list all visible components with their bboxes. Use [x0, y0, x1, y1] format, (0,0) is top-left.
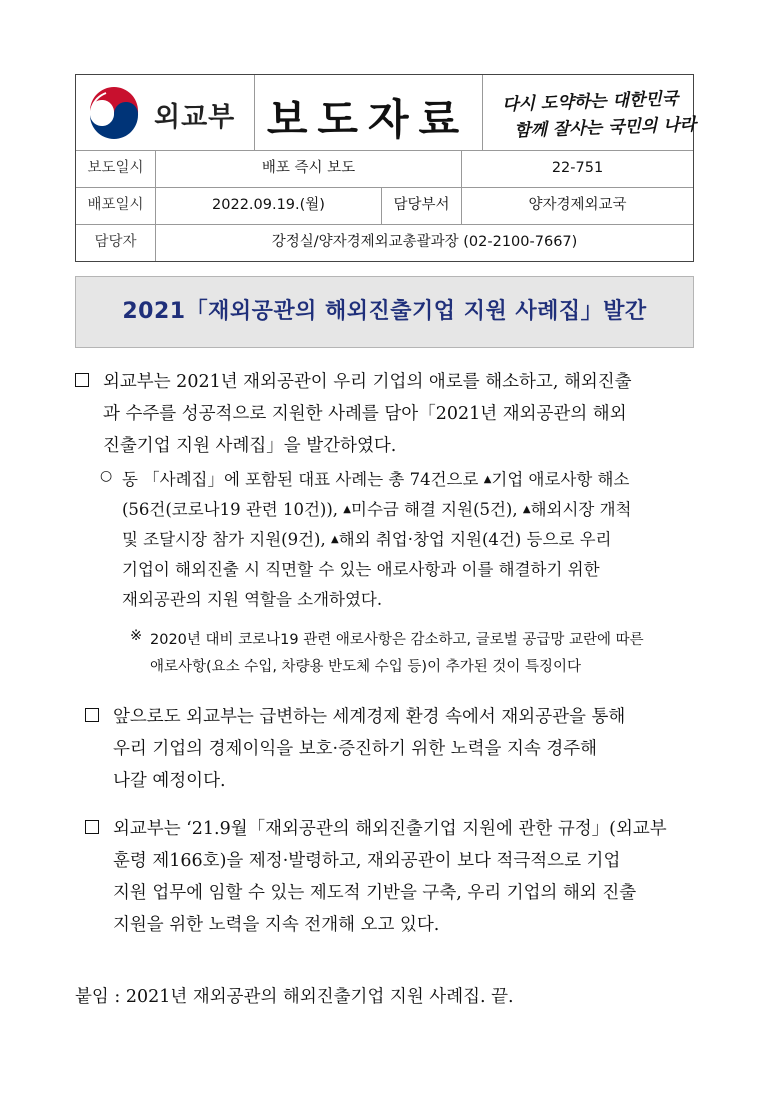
header-top-row [76, 75, 697, 151]
sub1-line-4: 기업이 해외진출 시 직면할 수 있는 애로사항과 이를 해결하기 위한 [122, 560, 600, 579]
sub1-line-3 [122, 526, 611, 550]
release-label: 보도일시 [76, 150, 156, 187]
distribution-label: 배포일시 [76, 187, 156, 224]
contact-row [76, 224, 693, 261]
headline-box [75, 276, 694, 348]
para1-line-3: 진출기업 지원 사례집」을 발간하였다. [103, 436, 397, 456]
para3-line-1: 외교부는 ‘21.9월「재외공관의 해외진출기업 지원에 관한 규정」(외교부 [113, 819, 667, 839]
triangle-bullet-icon: ▲ [331, 534, 339, 545]
para2-line-3: 나갈 예정이다. [113, 771, 226, 791]
para3-line-3: 지원 업무에 임할 수 있는 제도적 기반을 구축, 우리 기업의 해외 진출 [113, 883, 637, 903]
sub1-line2-c: 해외시장 개척 [530, 500, 632, 519]
contact-value: 강정실/양자경제외교총괄과장 (02-2100-7667) [271, 234, 578, 250]
slogan-cell [482, 75, 697, 150]
para2-line-1: 앞으로도 외교부는 급변하는 세계경제 환경 속에서 재외공관을 통해 [113, 707, 626, 727]
reference-mark-icon: ※ [130, 628, 143, 644]
sub1-line-5: 재외공관의 지원 역할을 소개하였다. [122, 590, 383, 609]
department-value: 양자경제외교국 [528, 197, 627, 213]
sub1-line-2 [122, 496, 631, 520]
headline-title: 2021「재외공관의 해외진출기업 지원 사례집」발간 [122, 299, 647, 324]
sub1-line3-b: 해외 취업·창업 지원(4건) 등으로 우리 [338, 530, 612, 549]
sub1-line-1 [122, 466, 629, 490]
release-value: 배포 즉시 보도 [156, 150, 462, 187]
checkbox-bullet-icon [85, 708, 99, 722]
org-name: 외교부 [154, 102, 236, 133]
sub1-line2-b: 미수금 해결 지원(5건), [351, 500, 523, 519]
taegeuk-logo-icon [86, 85, 142, 141]
para2-line-2: 우리 기업의 경제이익을 보호·증진하기 위한 노력을 지속 경주해 [113, 739, 598, 759]
para3-line-2: 훈령 제166호)을 제정·발령하고, 재외공관이 보다 적극적으로 기업 [113, 851, 621, 871]
doc-type-title: 보도자료 [266, 95, 470, 144]
distribution-date: 2022.09.19.(월) [156, 187, 382, 224]
note1-line-1: 2020년 대비 코로나19 관련 애로사항은 감소하고, 글로벌 공급망 교란에 따른 [150, 632, 644, 648]
note1-line-2: 애로사항(요소 수입, 차량용 반도체 수입 등)이 추가된 것이 특징이다 [150, 659, 581, 675]
triangle-bullet-icon: ▲ [522, 504, 531, 515]
sub1-line3-a: 및 조달시장 참가 지원(9건), [122, 530, 331, 549]
checkbox-bullet-icon [75, 373, 89, 387]
para1-line-2: 과 수주를 성공적으로 지원한 사례를 담아「2021년 재외공관의 해외 [103, 404, 627, 424]
distribution-row [76, 187, 693, 225]
slogan-line-1: 다시 도약하는 대한민국 [501, 88, 679, 116]
checkbox-bullet-icon [85, 820, 99, 834]
slogan-line-2: 함께 잘사는 국민의 나라 [513, 114, 697, 142]
triangle-bullet-icon: ▲ [483, 474, 492, 485]
contact-label: 담당자 [76, 224, 156, 261]
triangle-bullet-icon: ▲ [343, 504, 351, 515]
para3-line-4: 지원을 위한 노력을 지속 전개해 오고 있다. [113, 915, 440, 935]
release-row [76, 150, 693, 188]
sub1-line1-b: 기업 애로사항 해소 [491, 470, 630, 489]
ministry-logo-cell [76, 75, 255, 150]
sub1-line2-a: (56건(코로나19 관련 10건)), [122, 500, 344, 519]
doc-number: 22-751 [551, 160, 604, 176]
attachment-text: 붙임 : 2021년 재외공관의 해외진출기업 지원 사례집. 끝. [75, 987, 514, 1007]
department-label: 담당부서 [382, 187, 462, 224]
circle-bullet-icon: ○ [100, 468, 113, 484]
para1-line-1: 외교부는 2021년 재외공관이 우리 기업의 애로를 해소하고, 해외진출 [103, 372, 632, 392]
doc-type-cell [254, 75, 483, 150]
sub1-line1-a: 동 「사례집」에 포함된 대표 사례는 총 74건으로 [122, 470, 484, 489]
press-release-header [75, 74, 697, 262]
